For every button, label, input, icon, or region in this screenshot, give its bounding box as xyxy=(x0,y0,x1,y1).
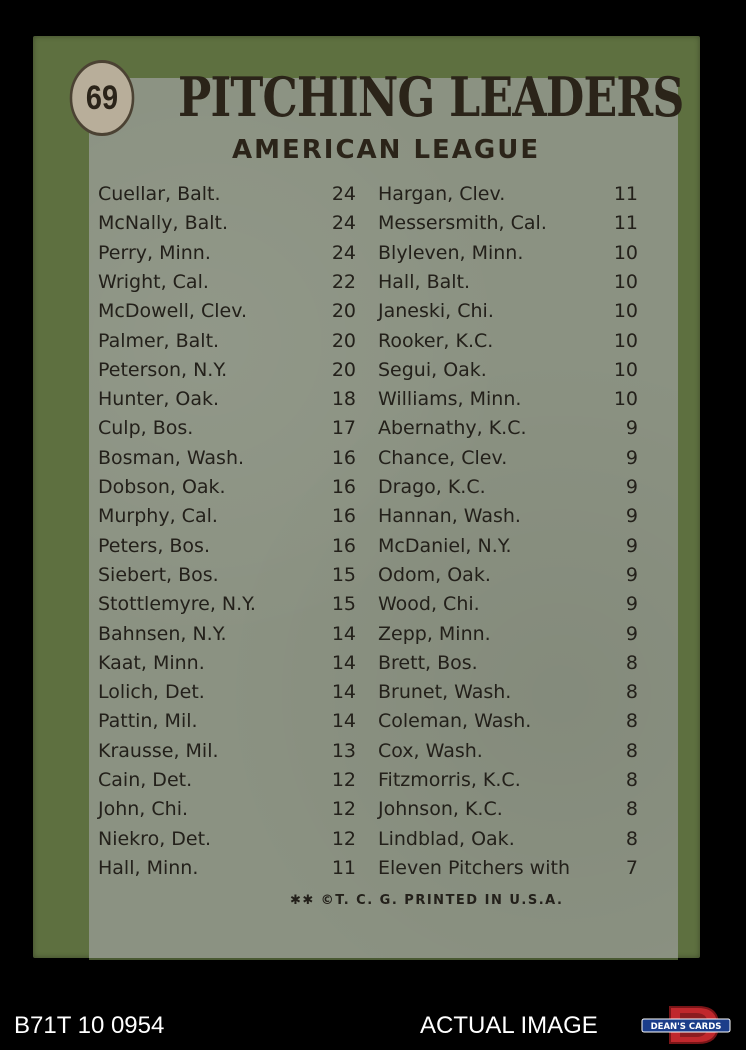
leader-row xyxy=(98,181,360,207)
pitcher-name: Eleven Pitchers with xyxy=(378,856,570,879)
pitcher-name: McNally, Balt. xyxy=(98,212,229,235)
leader-row xyxy=(378,240,643,266)
win-count: 16 xyxy=(331,476,356,498)
pitcher-name: Perry, Minn. xyxy=(98,241,211,264)
pitcher-name: Kaat, Minn. xyxy=(98,651,205,674)
pitcher-name: Messersmith, Cal. xyxy=(378,212,547,235)
pitcher-name: Fitzmorris, K.C. xyxy=(378,769,521,791)
leader-row xyxy=(98,240,360,266)
pitcher-name: McDowell, Clev. xyxy=(98,300,248,323)
win-count: 8 xyxy=(625,769,638,791)
card-subtitle: AMERICAN LEAGUE xyxy=(232,135,541,165)
win-count: 11 xyxy=(613,212,638,235)
pitcher-name: McDaniel, N.Y. xyxy=(378,534,512,557)
leader-row xyxy=(378,181,643,207)
win-count: 9 xyxy=(625,593,638,616)
pitcher-name: Coleman, Wash. xyxy=(378,710,532,733)
win-count: 12 xyxy=(331,827,356,850)
win-count: 9 xyxy=(625,534,638,557)
win-count: 16 xyxy=(331,505,356,528)
actual-image-label: ACTUAL IMAGE xyxy=(420,1012,598,1039)
win-count: 10 xyxy=(613,300,638,323)
win-count: 8 xyxy=(625,681,638,704)
win-count: 16 xyxy=(331,534,356,557)
pitcher-name: Wright, Cal. xyxy=(98,270,209,293)
win-count: 14 xyxy=(331,710,356,733)
pitcher-name: Bosman, Wash. xyxy=(98,446,245,469)
pitcher-name: Hannan, Wash. xyxy=(378,505,521,528)
pitcher-name: Peters, Bos. xyxy=(98,534,210,557)
pitcher-name: Zepp, Minn. xyxy=(378,622,491,645)
win-count: 10 xyxy=(613,388,638,411)
leader-row xyxy=(378,738,643,764)
leader-row xyxy=(378,679,643,705)
win-count: 8 xyxy=(625,739,638,762)
pitcher-name: Johnson, K.C. xyxy=(378,798,503,821)
leader-row xyxy=(98,708,360,734)
leader-row xyxy=(98,503,360,529)
win-count: 8 xyxy=(625,798,638,821)
inventory-code: B71T 10 0954 xyxy=(14,1012,165,1039)
win-count: 10 xyxy=(613,241,638,264)
leader-row xyxy=(98,679,360,705)
leader-row xyxy=(378,357,643,383)
pitcher-name: Murphy, Cal. xyxy=(98,505,218,528)
win-count: 11 xyxy=(613,183,638,205)
win-count: 8 xyxy=(625,827,638,850)
pitcher-name: Abernathy, K.C. xyxy=(378,417,527,440)
win-count: 10 xyxy=(613,329,638,352)
win-count: 7 xyxy=(625,856,638,879)
leader-row xyxy=(378,591,643,617)
leader-row xyxy=(378,386,643,412)
win-count: 17 xyxy=(331,417,356,440)
pitcher-name: Hall, Minn. xyxy=(98,856,199,879)
leader-row xyxy=(98,474,360,500)
win-count: 12 xyxy=(331,798,356,821)
leader-row xyxy=(98,533,360,559)
win-count: 24 xyxy=(331,212,356,235)
pitcher-name: Pattin, Mil. xyxy=(98,710,198,733)
win-count: 14 xyxy=(331,681,356,704)
leader-row xyxy=(98,796,360,822)
leader-row xyxy=(98,826,360,852)
leader-row xyxy=(98,386,360,412)
card-number: 69 xyxy=(85,78,119,117)
win-count: 24 xyxy=(331,183,356,205)
pitcher-name: Cox, Wash. xyxy=(378,739,483,762)
pitcher-name: Hargan, Clev. xyxy=(378,183,506,205)
leader-row xyxy=(98,855,360,881)
win-count: 15 xyxy=(331,563,356,586)
leader-row xyxy=(378,621,643,647)
pitcher-name: Williams, Minn. xyxy=(378,388,522,411)
card-number-badge xyxy=(70,60,135,136)
win-count: 9 xyxy=(625,505,638,528)
win-count: 14 xyxy=(331,651,356,674)
pitcher-name: Brett, Bos. xyxy=(378,651,478,674)
win-count: 20 xyxy=(331,358,356,381)
copyright-footer: ✱✱ ©T. C. G. PRINTED IN U.S.A. xyxy=(290,893,564,908)
win-count: 9 xyxy=(625,446,638,469)
leader-row xyxy=(98,357,360,383)
leader-row xyxy=(98,298,360,324)
win-count: 12 xyxy=(331,769,356,791)
pitcher-name: Niekro, Det. xyxy=(98,827,212,850)
leader-row xyxy=(98,445,360,471)
pitcher-name: Culp, Bos. xyxy=(98,417,194,440)
leader-row xyxy=(98,591,360,617)
leader-row xyxy=(378,533,643,559)
leader-row xyxy=(98,767,360,793)
win-count: 16 xyxy=(331,446,356,469)
win-count: 9 xyxy=(625,417,638,440)
leader-row xyxy=(98,210,360,236)
pitcher-name: Drago, K.C. xyxy=(378,476,486,498)
pitcher-name: Hall, Balt. xyxy=(378,270,471,293)
pitcher-name: Wood, Chi. xyxy=(378,593,480,616)
pitcher-name: Rooker, K.C. xyxy=(378,329,494,352)
pitcher-name: Lindblad, Oak. xyxy=(378,827,515,850)
win-count: 9 xyxy=(625,622,638,645)
win-count: 8 xyxy=(625,651,638,674)
win-count: 20 xyxy=(331,329,356,352)
win-count: 9 xyxy=(625,476,638,498)
leader-row xyxy=(378,269,643,295)
win-count: 18 xyxy=(331,388,356,411)
pitcher-name: Brunet, Wash. xyxy=(378,681,512,704)
pitcher-name: Cain, Det. xyxy=(98,769,193,791)
leader-row xyxy=(378,826,643,852)
pitcher-name: Bahnsen, N.Y. xyxy=(98,622,227,645)
win-count: 8 xyxy=(625,710,638,733)
leader-row xyxy=(98,738,360,764)
win-count: 11 xyxy=(331,856,356,879)
pitcher-name: Cuellar, Balt. xyxy=(98,183,221,205)
leader-row xyxy=(378,298,643,324)
leader-row xyxy=(98,415,360,441)
logo-text: DEAN'S CARDS xyxy=(650,1022,722,1032)
pitcher-name: John, Chi. xyxy=(98,798,189,821)
leader-row xyxy=(378,415,643,441)
win-count: 24 xyxy=(331,241,356,264)
win-count: 15 xyxy=(331,593,356,616)
card-title: PITCHING LEADERS xyxy=(178,65,684,129)
pitcher-name: Peterson, N.Y. xyxy=(98,358,228,381)
pitcher-name: Odom, Oak. xyxy=(378,563,491,586)
pitcher-name: Hunter, Oak. xyxy=(98,388,220,411)
leader-row xyxy=(98,621,360,647)
leader-row xyxy=(378,767,643,793)
leader-row xyxy=(378,503,643,529)
leader-row xyxy=(378,708,643,734)
pitcher-name: Dobson, Oak. xyxy=(98,476,226,498)
leader-row xyxy=(378,650,643,676)
pitcher-name: Palmer, Balt. xyxy=(98,329,220,352)
win-count: 20 xyxy=(331,300,356,323)
leader-row xyxy=(378,562,643,588)
leader-row xyxy=(378,210,643,236)
leader-row xyxy=(98,328,360,354)
pitcher-name: Blyleven, Minn. xyxy=(378,241,524,264)
win-count: 9 xyxy=(625,563,638,586)
leader-row xyxy=(98,562,360,588)
win-count: 10 xyxy=(613,270,638,293)
leader-row xyxy=(98,269,360,295)
win-count: 13 xyxy=(331,739,356,762)
pitcher-name: Lolich, Det. xyxy=(98,681,205,704)
leader-row xyxy=(98,650,360,676)
leader-row xyxy=(378,855,643,881)
win-count: 14 xyxy=(331,622,356,645)
pitcher-name: Segui, Oak. xyxy=(378,358,487,381)
pitcher-name: Stottlemyre, N.Y. xyxy=(98,593,256,616)
leader-row xyxy=(378,796,643,822)
leader-row xyxy=(378,474,643,500)
leader-row xyxy=(378,445,643,471)
pitcher-name: Siebert, Bos. xyxy=(98,563,219,586)
pitcher-name: Krausse, Mil. xyxy=(98,739,219,762)
win-count: 22 xyxy=(331,270,356,293)
win-count: 10 xyxy=(613,358,638,381)
deans-cards-logo xyxy=(640,1003,732,1047)
leader-row xyxy=(378,328,643,354)
pitcher-name: Janeski, Chi. xyxy=(378,300,494,323)
pitcher-name: Chance, Clev. xyxy=(378,446,508,469)
